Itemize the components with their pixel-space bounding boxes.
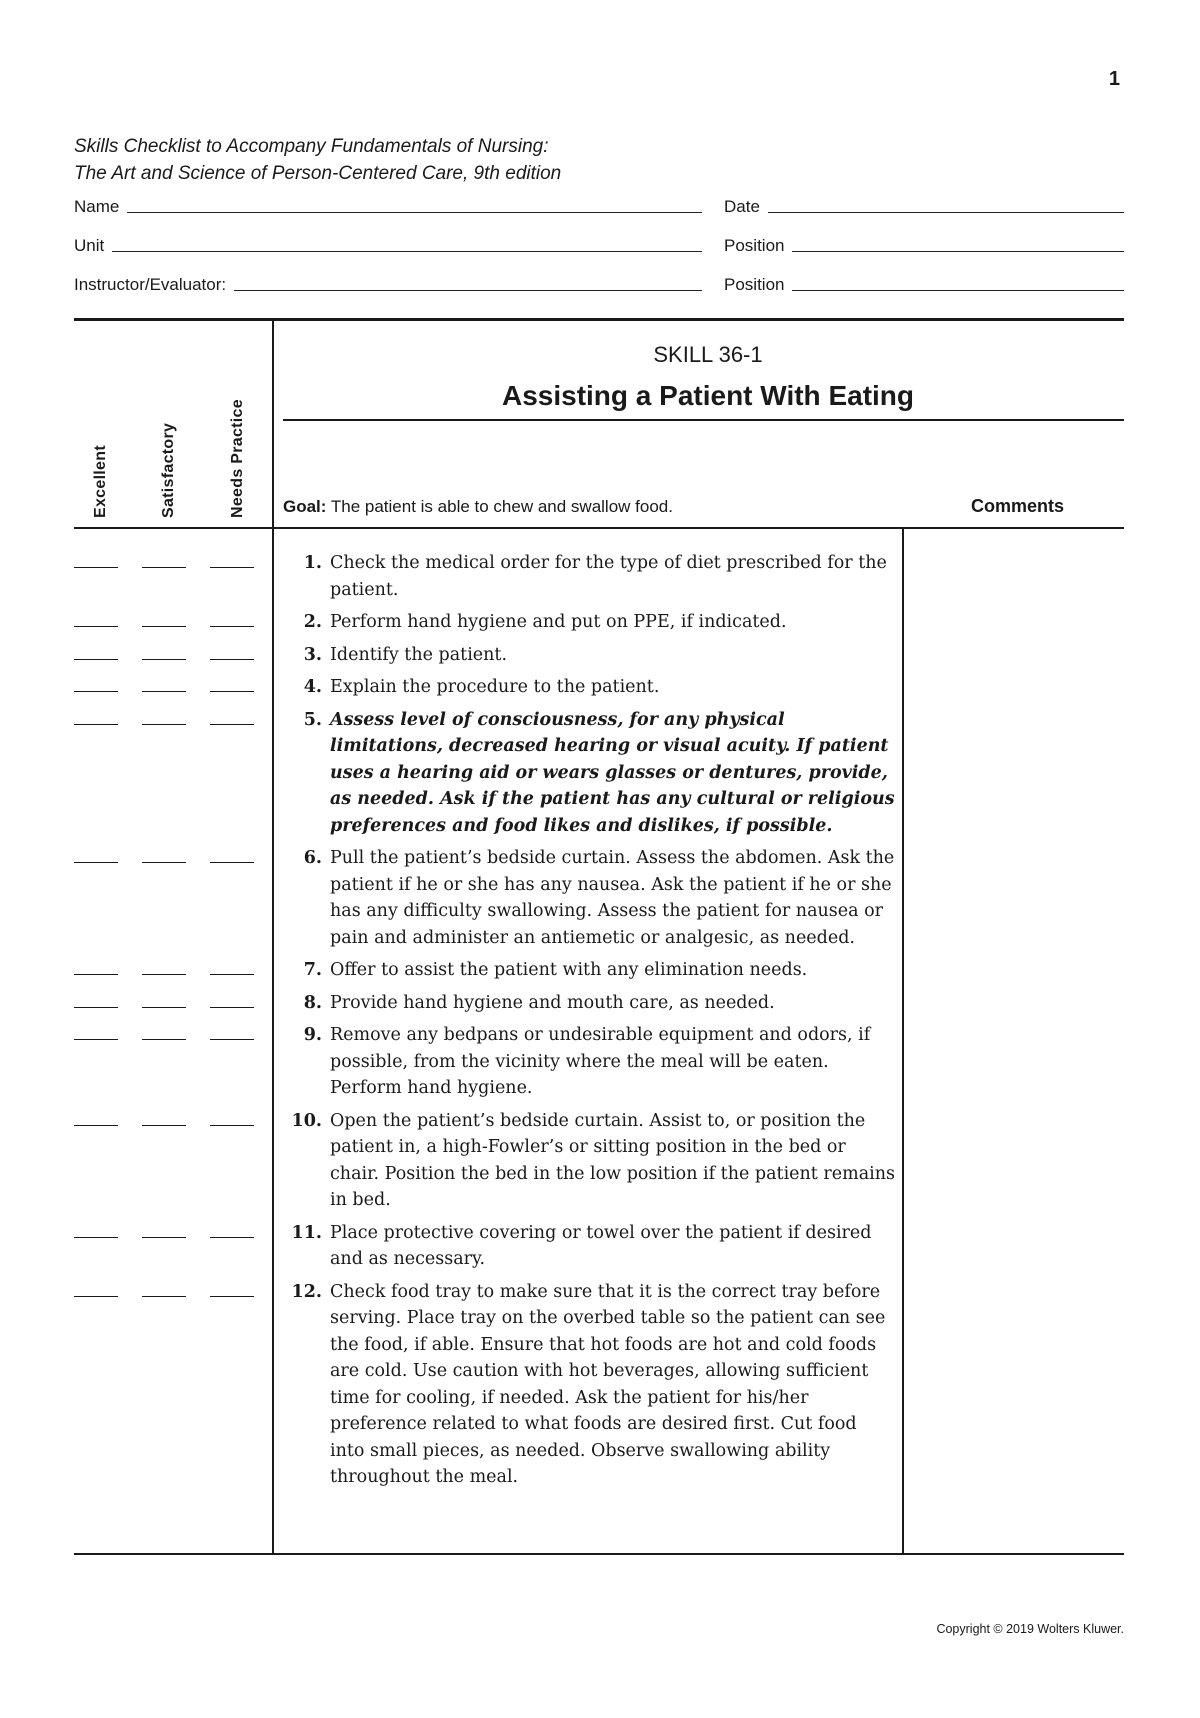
goal-label: Goal: [283, 497, 327, 516]
step-number: 9. [303, 1025, 322, 1045]
step-number: 2. [303, 612, 322, 632]
excellent-blank[interactable] [74, 626, 118, 627]
step-number: 10. [291, 1110, 322, 1131]
step-row [74, 957, 904, 984]
step-text: Offer to assist the patient with any elimination needs. [330, 960, 808, 980]
step-row [74, 674, 904, 701]
table-bottom-rule [74, 1553, 1124, 1555]
step-number: 3. [303, 644, 322, 665]
step-row [74, 1220, 904, 1273]
skill-code: SKILL 36-1 [653, 342, 763, 367]
excellent-blank[interactable] [74, 567, 118, 568]
step-row [74, 1022, 904, 1102]
position-field-1[interactable] [724, 235, 1124, 256]
position-field-2[interactable] [724, 274, 1124, 295]
step-number: 1. [303, 553, 322, 573]
satisfactory-blank[interactable] [142, 626, 186, 627]
satisfactory-blank[interactable] [142, 1237, 186, 1238]
satisfactory-blank[interactable] [142, 1296, 186, 1297]
satisfactory-blank[interactable] [142, 974, 186, 975]
instructor-field[interactable] [74, 274, 702, 295]
step-text: Explain the procedure to the patient. [330, 677, 660, 697]
step-text: Check food tray to make sure that it is the correct tray before serving. Place tray on the overbed table so the patient can see the food, if able. Ensure that hot foods are hot and cold foods are cold. Use caution with hot beverages, allowing sufficient time for cooling, if needed. Ask the patient for his/her preference related to what foods are desired first. Cut food into small pieces, as needed. Observe swallowing ability throughout the meal. [330, 1281, 886, 1487]
satisfactory-blank[interactable] [142, 691, 186, 692]
needs-practice-blank[interactable] [210, 862, 254, 863]
excellent-blank[interactable] [74, 659, 118, 660]
step-row [74, 642, 904, 669]
rating-header-excellent: Excellent [92, 445, 109, 518]
excellent-blank[interactable] [74, 691, 118, 692]
goal [283, 497, 673, 517]
satisfactory-blank[interactable] [142, 659, 186, 660]
needs-practice-blank[interactable] [210, 1296, 254, 1297]
satisfactory-blank[interactable] [142, 1007, 186, 1008]
rating-header-needs-practice: Needs Practice [229, 399, 246, 518]
needs-practice-blank[interactable] [210, 1237, 254, 1238]
step-number: 6. [303, 848, 322, 868]
step-number: 7. [303, 960, 322, 980]
instructor-line[interactable] [234, 274, 702, 291]
page-number: 1 [1108, 68, 1120, 90]
skill-title: Assisting a Patient With Eating [501, 380, 914, 411]
step-text: Perform hand hygiene and put on PPE, if indicated. [330, 612, 787, 632]
needs-practice-blank[interactable] [210, 659, 254, 660]
excellent-blank[interactable] [74, 1296, 118, 1297]
step-row [74, 845, 904, 951]
step-row [74, 609, 904, 636]
step-number: 8. [303, 992, 322, 1013]
needs-practice-blank[interactable] [210, 1007, 254, 1008]
step-text: Assess level of consciousness, for any physical limitations, decreased hearing or visual acuity. If patient uses a hearing aid or wears glasses or dentures, provide, as needed. Ask if the patient has any cultural or religious preferences and food likes and dislikes, if possible. [330, 709, 895, 836]
book-title-line-1: Skills Checklist to Accompany Fundamentals of Nursing: [74, 136, 549, 157]
position-label-1: Position [724, 236, 785, 255]
date-line[interactable] [768, 196, 1124, 213]
step-row [74, 1108, 904, 1214]
excellent-blank[interactable] [74, 974, 118, 975]
book-title-line-2: The Art and Science of Person-Centered Care, 9th edition [74, 163, 562, 184]
unit-field[interactable] [74, 235, 702, 256]
unit-label: Unit [74, 236, 105, 255]
step-row [74, 707, 904, 840]
step-number: 5. [303, 709, 322, 730]
satisfactory-blank[interactable] [142, 1039, 186, 1040]
step-row [74, 990, 904, 1017]
unit-line[interactable] [112, 235, 702, 252]
step-text: Check the medical order for the type of diet prescribed for the patient. [330, 553, 887, 600]
step-number: 4. [303, 677, 322, 697]
copyright: Copyright © 2019 Wolters Kluwer. [936, 1622, 1124, 1636]
needs-practice-blank[interactable] [210, 1039, 254, 1040]
excellent-blank[interactable] [74, 1039, 118, 1040]
needs-practice-blank[interactable] [210, 691, 254, 692]
header-bottom-rule [74, 527, 1124, 529]
needs-practice-blank[interactable] [210, 724, 254, 725]
name-label: Name [74, 197, 120, 216]
needs-practice-blank[interactable] [210, 626, 254, 627]
step-text: Provide hand hygiene and mouth care, as needed. [330, 992, 775, 1013]
needs-practice-blank[interactable] [210, 1125, 254, 1126]
step-row [74, 1279, 904, 1491]
step-text: Identify the patient. [330, 644, 508, 665]
excellent-blank[interactable] [74, 724, 118, 725]
step-text: Remove any bedpans or undesirable equipment and odors, if possible, from the vicinity where the meal will be eaten. Perform hand hygiene. [330, 1025, 871, 1098]
date-label: Date [724, 197, 760, 216]
satisfactory-blank[interactable] [142, 724, 186, 725]
goal-text: The patient is able to chew and swallow food. [330, 497, 673, 516]
position-line-1[interactable] [792, 235, 1124, 252]
steps-list [74, 550, 904, 1497]
satisfactory-blank[interactable] [142, 567, 186, 568]
excellent-blank[interactable] [74, 1125, 118, 1126]
excellent-blank[interactable] [74, 1007, 118, 1008]
step-row [74, 550, 904, 603]
book-title [74, 133, 561, 187]
needs-practice-blank[interactable] [210, 567, 254, 568]
table-top-rule [74, 318, 1124, 321]
name-line[interactable] [127, 196, 702, 213]
instructor-label: Instructor/Evaluator: [74, 275, 227, 294]
needs-practice-blank[interactable] [210, 974, 254, 975]
excellent-blank[interactable] [74, 1237, 118, 1238]
step-text: Open the patient’s bedside curtain. Assist to, or position the patient in, a high-Fowler’s or sitting position in the bed or chair. Position the bed in the low position if the patient remains in bed. [330, 1110, 895, 1210]
step-number: 12. [291, 1281, 322, 1302]
excellent-blank[interactable] [74, 862, 118, 863]
comments-header: Comments [970, 496, 1064, 516]
step-text: Place protective covering or towel over the patient if desired and as necessary. [330, 1222, 872, 1269]
satisfactory-blank[interactable] [142, 1125, 186, 1126]
rating-header-satisfactory: Satisfactory [160, 422, 177, 518]
date-field[interactable] [724, 196, 1124, 217]
name-field[interactable] [74, 196, 702, 217]
position-label-2: Position [724, 275, 785, 294]
satisfactory-blank[interactable] [142, 862, 186, 863]
title-underline [283, 419, 1124, 421]
position-line-2[interactable] [792, 274, 1124, 291]
step-text: Pull the patient’s bedside curtain. Assess the abdomen. Ask the patient if he or she has any nausea. Ask the patient if he or she has any difficulty swallowing. Assess the patient for nausea or pain and administer an antiemetic or analgesic, as needed. [330, 848, 895, 948]
step-number: 11. [291, 1222, 322, 1243]
